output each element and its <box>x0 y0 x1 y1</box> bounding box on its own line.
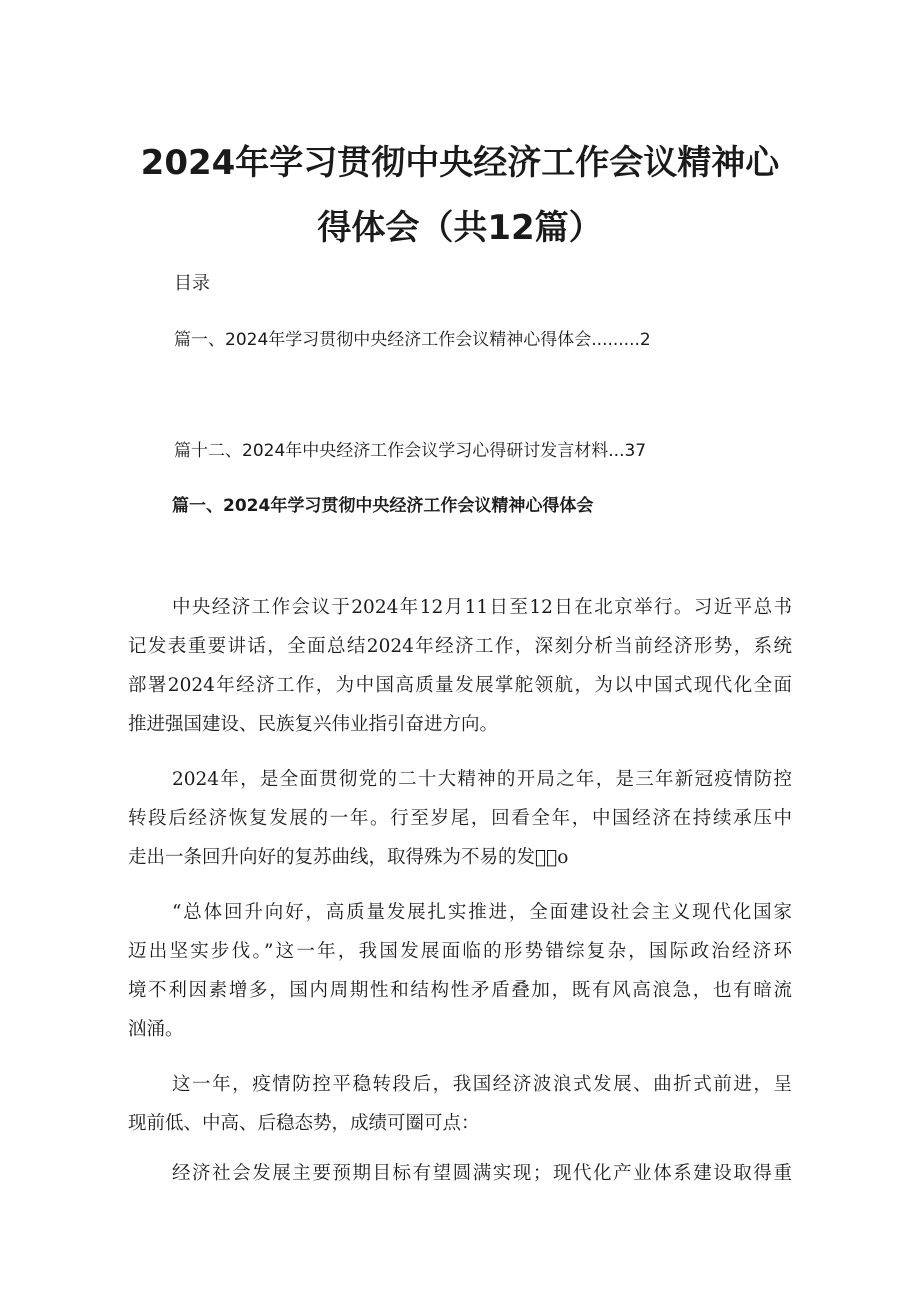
paragraph-line: 汹涌。 <box>128 1019 184 1040</box>
document-title-line-2: 得体会（共12篇） <box>317 208 603 248</box>
paragraph-line: 现前低、中高、后稳态势，成绩可圈可点： <box>128 1113 480 1134</box>
paragraph-line: “总体回升向好，高质量发展扎实推进，全面建设社会主义现代化国家 <box>172 902 792 923</box>
paragraph-line: 迈出坚实步伐。”这一年，我国发展面临的形势错综复杂，国际政治经济环 <box>128 941 792 962</box>
paragraph-5 <box>128 1154 792 1193</box>
paragraph-line: 部署2024年经济工作，为中国高质量发展掌舵领航，为以中国式现代化全面 <box>128 675 792 696</box>
paragraph-line: 转段后经济恢复发展的一年。行至岁尾，回看全年，中国经济在持续承压中 <box>128 808 792 829</box>
paragraph-line: 中央经济工作会议于2024年12月11日至12日在北京举行。习近平总书 <box>172 597 792 618</box>
document-title-line-1: 2024年学习贯彻中央经济工作会议精神心 <box>140 143 780 183</box>
paragraph-line: 境不利因素增多，国内周期性和结构性矛盾叠加，既有风高浪急，也有暗流 <box>128 980 792 1001</box>
paragraph-line: 推进强国建设、民族复兴伟业指引奋进方向。 <box>128 714 499 735</box>
paragraph-2 <box>128 760 792 877</box>
paragraph-line: 这一年，疫情防控平稳转段后，我国经济波浪式发展、曲折式前进，呈 <box>172 1074 792 1095</box>
paragraph-line: 走出一条回升向好的复苏曲线，取得殊为不易的发展͌o <box>128 847 569 868</box>
paragraph-line: 记发表重要讲话，全面总结2024年经济工作，深刻分析当前经济形势，系统 <box>128 636 792 657</box>
paragraph-1 <box>128 588 792 744</box>
toc-item-12[interactable]: 篇十二、2024年中央经济工作会议学习心得研讨发言材料...37 <box>174 441 647 461</box>
paragraph-line: 2024年，是全面贯彻党的二十大精神的开局之年，是三年新冠疫情防控 <box>172 769 792 790</box>
paragraph-3 <box>128 893 792 1049</box>
toc-item-1[interactable]: 篇一、2024年学习贯彻中央经济工作会议精神心得体会.........2 <box>174 330 651 350</box>
toc-heading: 目录 <box>174 273 210 294</box>
paragraph-4 <box>128 1065 792 1143</box>
paragraph-line: 经济社会发展主要预期目标有望圆满实现；现代化产业体系建设取得重 <box>172 1163 792 1184</box>
section-heading: 篇一、2024年学习贯彻中央经济工作会议精神心得体会 <box>172 496 594 516</box>
